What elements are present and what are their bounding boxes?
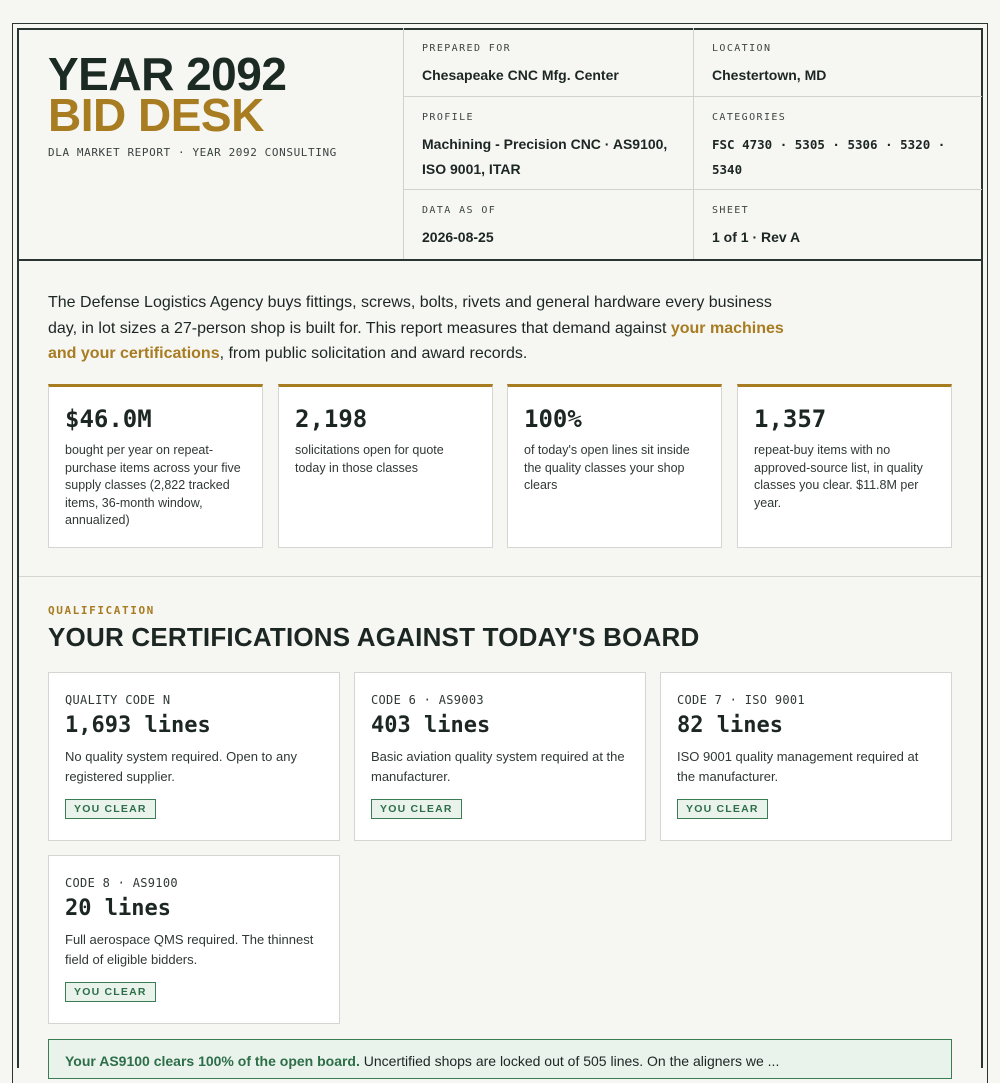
meta-label: DATA AS OF: [422, 205, 497, 216]
stats-row: [48, 384, 952, 548]
brand-subtitle: DLA MARKET REPORT · YEAR 2092 CONSULTING: [48, 146, 337, 159]
callout-strong: Your AS9100 clears 100% of the open board.: [65, 1053, 360, 1069]
meta-location: [693, 28, 982, 96]
meta-value: Chestertown, MD: [712, 67, 827, 83]
stat-card: [48, 384, 263, 548]
stat-card: [278, 384, 493, 548]
quality-code: CODE 8 · AS9100: [65, 876, 178, 890]
section-eyebrow: QUALIFICATION: [48, 604, 155, 617]
quality-code: QUALITY CODE N: [65, 693, 171, 707]
meta-sheet: [693, 189, 982, 259]
meta-value: Chesapeake CNC Mfg. Center: [422, 67, 619, 83]
brand-title-line1: YEAR 2092: [48, 48, 287, 100]
brand-block: [48, 48, 337, 159]
section-title: YOUR CERTIFICATIONS AGAINST TODAY'S BOARD: [48, 622, 700, 652]
code-description: Basic aviation quality system required at the manufacturer.: [371, 749, 625, 784]
stat-value: 100%: [524, 405, 582, 433]
intro-text: The Defense Logistics Agency buys fittings, screws, bolts, rivets and general hardware every business day, in lot sizes a 27-person shop is built for. This report measures that demand against: [48, 294, 772, 337]
stat-description: of today's open lines sit inside the quality classes your shop clears: [524, 443, 690, 492]
stat-description: repeat-buy items with no approved-source list, in quality classes you clear. $11.8M per year.: [754, 443, 923, 510]
clear-badge: YOU CLEAR: [371, 799, 462, 819]
meta-prepared-for: [404, 28, 693, 96]
clear-badge: YOU CLEAR: [677, 799, 768, 819]
stat-value: 1,357: [754, 405, 827, 433]
meta-label: LOCATION: [712, 43, 772, 54]
meta-categories: [693, 96, 982, 189]
report-header: [17, 28, 983, 261]
stat-value: $46.0M: [65, 405, 152, 433]
qualification-callout: [48, 1039, 952, 1079]
stat-card: [507, 384, 722, 548]
quality-code-card: [48, 855, 340, 1024]
meta-profile: [404, 96, 693, 189]
clear-badge: YOU CLEAR: [65, 799, 156, 819]
stat-value: 2,198: [295, 405, 368, 433]
clear-badge: YOU CLEAR: [65, 982, 156, 1002]
quality-code: CODE 7 · ISO 9001: [677, 693, 805, 707]
meta-value: FSC 4730 · 5305 · 5306 · 5320 · 5340: [712, 137, 946, 177]
line-count: 20 lines: [65, 896, 171, 921]
intro-highlight: your machines and your certifications: [48, 319, 784, 362]
quality-code-card: [48, 672, 340, 841]
line-count: 82 lines: [677, 713, 783, 738]
quality-code-card: [660, 672, 952, 841]
intro-paragraph: [48, 290, 788, 367]
callout-text: Uncertified shops are locked out of 505 lines. On the aligners we ...: [359, 1053, 780, 1069]
meta-label: PREPARED FOR: [422, 43, 512, 54]
stat-description: solicitations open for quote today in those classes: [295, 443, 444, 475]
brand-title-line2: BID DESK: [48, 89, 264, 141]
quality-code-card: [354, 672, 646, 841]
line-count: 403 lines: [371, 713, 491, 738]
code-description: Full aerospace QMS required. The thinnest field of eligible bidders.: [65, 932, 314, 967]
stat-card: [737, 384, 952, 548]
line-count: 1,693 lines: [65, 713, 211, 738]
quality-code: CODE 6 · AS9003: [371, 693, 484, 707]
meta-grid: [403, 28, 981, 259]
meta-label: PROFILE: [422, 112, 474, 123]
meta-label: SHEET: [712, 205, 750, 216]
section-divider: [19, 576, 981, 577]
meta-value: 2026-08-25: [422, 229, 494, 245]
meta-label: CATEGORIES: [712, 112, 787, 123]
meta-data-as-of: [404, 189, 693, 259]
stat-description: bought per year on repeat-purchase items across your five supply classes (2,822 tracked items, 36-month window, annualized): [65, 443, 241, 527]
code-description: No quality system required. Open to any registered supplier.: [65, 749, 297, 784]
meta-value: Machining - Precision CNC · AS9100, ISO 9001, ITAR: [422, 136, 668, 177]
intro-text-end: , from public solicitation and award records.: [219, 345, 528, 362]
code-description: ISO 9001 quality management required at the manufacturer.: [677, 749, 919, 784]
meta-value: 1 of 1 · Rev A: [712, 229, 801, 245]
